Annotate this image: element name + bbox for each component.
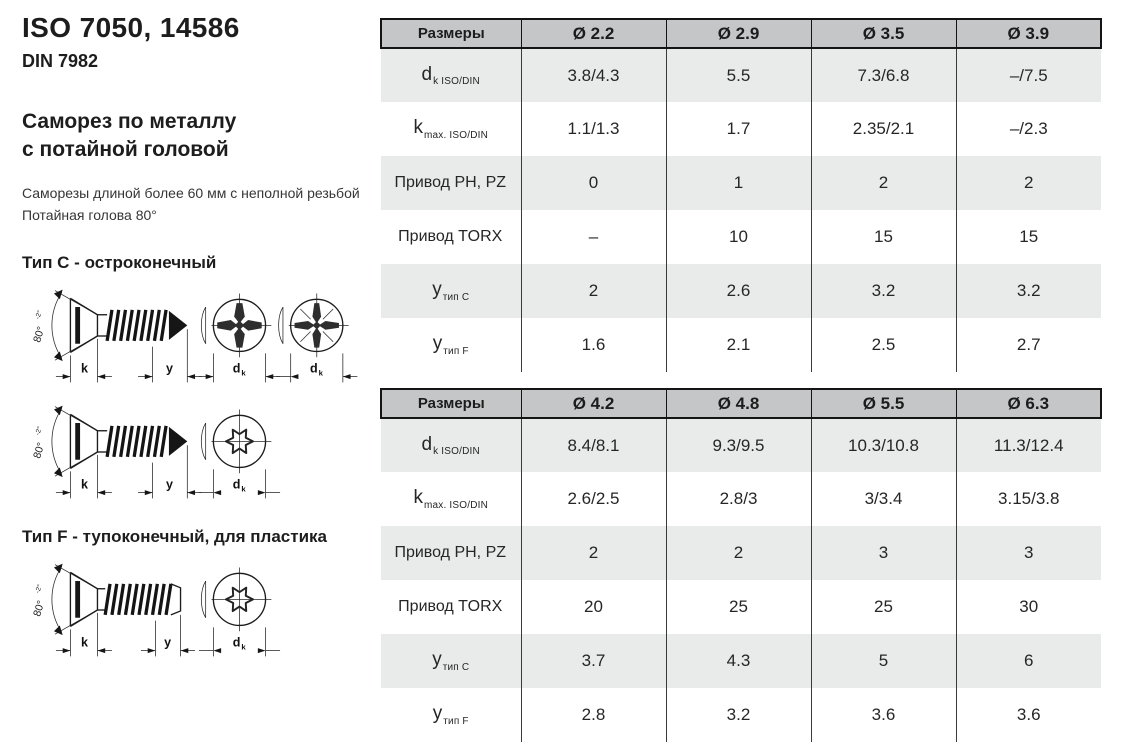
dimension-k bbox=[56, 613, 112, 656]
size-table-small-diameters bbox=[380, 18, 1102, 372]
value-cell: 7.3/6.8 bbox=[811, 48, 956, 102]
din-subtitle: DIN 7982 bbox=[22, 51, 99, 71]
value-cell: 3.15/3.8 bbox=[956, 472, 1101, 526]
row-label-cell: $y_{тип C}$ bbox=[381, 264, 521, 318]
svg-text:k: k bbox=[81, 361, 89, 376]
svg-text:-2°: -2° bbox=[34, 309, 44, 320]
torx-recess-view bbox=[199, 409, 280, 498]
row-label-cell: $y_{тип C}$ bbox=[381, 634, 521, 688]
table-row-drive-ph-pz bbox=[381, 526, 1101, 580]
value-cell: 2.6 bbox=[666, 264, 811, 318]
value-cell: 4.3 bbox=[666, 634, 811, 688]
row-label-cell: $k_{max. ISO/DIN}$ bbox=[381, 472, 521, 526]
value-cell: 2.6/2.5 bbox=[521, 472, 666, 526]
screw-side-view bbox=[27, 563, 195, 656]
svg-text:y: y bbox=[166, 477, 174, 492]
svg-text:k: k bbox=[241, 642, 246, 652]
column-header-diameter: Ø 3.5 bbox=[811, 19, 956, 48]
value-cell: 1.1/1.3 bbox=[521, 102, 666, 156]
row-label-cell: $d_{k ISO/DIN}$ bbox=[381, 48, 521, 102]
svg-text:d: d bbox=[232, 635, 241, 650]
value-cell: 3.6 bbox=[811, 688, 956, 742]
value-cell: 3 bbox=[811, 526, 956, 580]
svg-text:80°: 80° bbox=[31, 324, 48, 344]
column-header-diameter: Ø 3.9 bbox=[956, 19, 1101, 48]
value-cell: 1 bbox=[666, 156, 811, 210]
value-cell: 2 bbox=[811, 156, 956, 210]
value-cell: 2.5 bbox=[811, 318, 956, 372]
type-c-heading: Тип C - остроконечный bbox=[22, 252, 217, 272]
value-cell: 2.35/2.1 bbox=[811, 102, 956, 156]
product-title-line1: Саморез по металлу bbox=[22, 110, 237, 133]
value-cell: 1.7 bbox=[666, 102, 811, 156]
dimension-k bbox=[56, 339, 112, 382]
screw-side-view bbox=[27, 289, 202, 382]
value-cell: 25 bbox=[666, 580, 811, 634]
table-row-y-type-f bbox=[381, 688, 1101, 742]
column-header-diameter: Ø 6.3 bbox=[956, 389, 1101, 418]
column-header-diameter: Ø 5.5 bbox=[811, 389, 956, 418]
table-row-y-type-c bbox=[381, 264, 1101, 318]
table-row-y-type-c bbox=[381, 634, 1101, 688]
table-header-row bbox=[381, 19, 1101, 48]
value-cell: 2.1 bbox=[666, 318, 811, 372]
value-cell: 11.3/12.4 bbox=[956, 418, 1101, 472]
description-notes bbox=[22, 182, 374, 227]
value-cell: 3.8/4.3 bbox=[521, 48, 666, 102]
svg-text:k: k bbox=[81, 477, 89, 492]
value-cell: 2 bbox=[521, 526, 666, 580]
screw-blunt-tip bbox=[171, 584, 181, 615]
value-cell: 9.3/9.5 bbox=[666, 418, 811, 472]
product-title-line2: с потайной головой bbox=[22, 137, 229, 161]
dimension-dk-torx bbox=[199, 469, 280, 498]
value-cell: 2.8 bbox=[521, 688, 666, 742]
angle-label bbox=[27, 309, 53, 344]
value-cell: 5 bbox=[811, 634, 956, 688]
row-label-cell: $k_{max. ISO/DIN}$ bbox=[381, 102, 521, 156]
note-head-angle: Потайная голова 80° bbox=[22, 207, 157, 224]
value-cell: 0 bbox=[521, 156, 666, 210]
row-label-cell: Привод PH, PZ bbox=[381, 526, 521, 580]
value-cell: 10.3/10.8 bbox=[811, 418, 956, 472]
svg-text:-2°: -2° bbox=[34, 583, 44, 594]
svg-text:80°: 80° bbox=[31, 598, 48, 618]
note-thread-length: Саморезы длиной более 60 мм с неполной резьбой bbox=[22, 184, 360, 201]
value-cell: 5.5 bbox=[666, 48, 811, 102]
svg-text:-2°: -2° bbox=[34, 425, 44, 436]
column-header-diameter: Ø 4.8 bbox=[666, 389, 811, 418]
column-header-diameter: Ø 2.2 bbox=[521, 19, 666, 48]
size-table-large-diameters bbox=[380, 388, 1102, 742]
svg-text:80°: 80° bbox=[31, 440, 48, 460]
value-cell: 2.7 bbox=[956, 318, 1101, 372]
phillips-cross-icon bbox=[217, 303, 261, 347]
type-c-screw-drawing-ph-pz bbox=[22, 279, 370, 393]
column-header-sizes: Размеры bbox=[381, 19, 521, 48]
type-f-heading: Тип F - тупоконечный, для пластика bbox=[22, 526, 327, 546]
value-cell: 2 bbox=[521, 264, 666, 318]
screw-pointed-tip bbox=[169, 311, 187, 340]
value-cell: 3/3.4 bbox=[811, 472, 956, 526]
value-cell: 1.6 bbox=[521, 318, 666, 372]
thread-hatching bbox=[105, 584, 171, 615]
pz-recess-view bbox=[276, 292, 357, 382]
value-cell: 3.7 bbox=[521, 634, 666, 688]
svg-text:y: y bbox=[164, 635, 172, 650]
value-cell: 25 bbox=[811, 580, 956, 634]
thread-hatching bbox=[107, 310, 166, 341]
dimension-dk-ph bbox=[199, 353, 280, 382]
value-cell: 2 bbox=[666, 526, 811, 580]
table-row-drive-torx bbox=[381, 580, 1101, 634]
angle-label bbox=[27, 425, 53, 460]
type-f-screw-drawing-torx bbox=[22, 553, 370, 667]
value-cell: 15 bbox=[956, 210, 1101, 264]
ph-recess-view bbox=[199, 293, 280, 382]
svg-text:d: d bbox=[232, 477, 241, 492]
dimension-y bbox=[141, 614, 195, 656]
screw-side-view bbox=[27, 405, 202, 498]
dimension-dk-torx bbox=[199, 627, 280, 656]
angle-label bbox=[27, 583, 53, 618]
table-row-kmax bbox=[381, 472, 1101, 526]
tables-column bbox=[380, 18, 1100, 742]
column-header-diameter: Ø 4.2 bbox=[521, 389, 666, 418]
value-cell: – bbox=[521, 210, 666, 264]
table-row-drive-torx bbox=[381, 210, 1101, 264]
svg-text:k: k bbox=[241, 484, 246, 494]
value-cell: 3.2 bbox=[956, 264, 1101, 318]
value-cell: 15 bbox=[811, 210, 956, 264]
left-column bbox=[22, 12, 374, 667]
svg-text:k: k bbox=[241, 368, 246, 378]
value-cell: 2.8/3 bbox=[666, 472, 811, 526]
svg-text:d: d bbox=[232, 361, 241, 376]
svg-text:y: y bbox=[166, 361, 174, 376]
dimension-k bbox=[56, 455, 112, 498]
column-header-sizes: Размеры bbox=[381, 389, 521, 418]
table-row-dk bbox=[381, 48, 1101, 102]
torx-recess-view bbox=[199, 567, 280, 656]
value-cell: 20 bbox=[521, 580, 666, 634]
column-header-diameter: Ø 2.9 bbox=[666, 19, 811, 48]
product-title bbox=[22, 108, 374, 164]
row-label-cell: $d_{k ISO/DIN}$ bbox=[381, 418, 521, 472]
row-label-cell: Привод PH, PZ bbox=[381, 156, 521, 210]
table-row-drive-ph-pz bbox=[381, 156, 1101, 210]
thread-hatching bbox=[107, 426, 166, 457]
value-cell: 3.6 bbox=[956, 688, 1101, 742]
value-cell: 3 bbox=[956, 526, 1101, 580]
value-cell: 10 bbox=[666, 210, 811, 264]
value-cell: 3.2 bbox=[666, 688, 811, 742]
row-label-cell: $y_{тип F}$ bbox=[381, 318, 521, 372]
value-cell: 8.4/8.1 bbox=[521, 418, 666, 472]
value-cell: 6 bbox=[956, 634, 1101, 688]
page-title: ISO 7050, 14586 bbox=[22, 12, 240, 43]
svg-text:k: k bbox=[81, 635, 89, 650]
value-cell: 3.2 bbox=[811, 264, 956, 318]
value-cell: 30 bbox=[956, 580, 1101, 634]
row-label-cell: Привод TORX bbox=[381, 580, 521, 634]
svg-text:k: k bbox=[318, 368, 323, 378]
type-c-screw-drawing-torx bbox=[22, 395, 370, 509]
table-header-row bbox=[381, 389, 1101, 418]
value-cell: –/7.5 bbox=[956, 48, 1101, 102]
table-row-kmax bbox=[381, 102, 1101, 156]
value-cell: –/2.3 bbox=[956, 102, 1101, 156]
table-row-dk bbox=[381, 418, 1101, 472]
row-label-cell: Привод TORX bbox=[381, 210, 521, 264]
svg-text:d: d bbox=[310, 361, 318, 376]
row-label-cell: $y_{тип F}$ bbox=[381, 688, 521, 742]
dimension-dk-pz bbox=[276, 353, 357, 382]
screw-pointed-tip bbox=[169, 427, 187, 456]
value-cell: 2 bbox=[956, 156, 1101, 210]
table-row-y-type-f bbox=[381, 318, 1101, 372]
